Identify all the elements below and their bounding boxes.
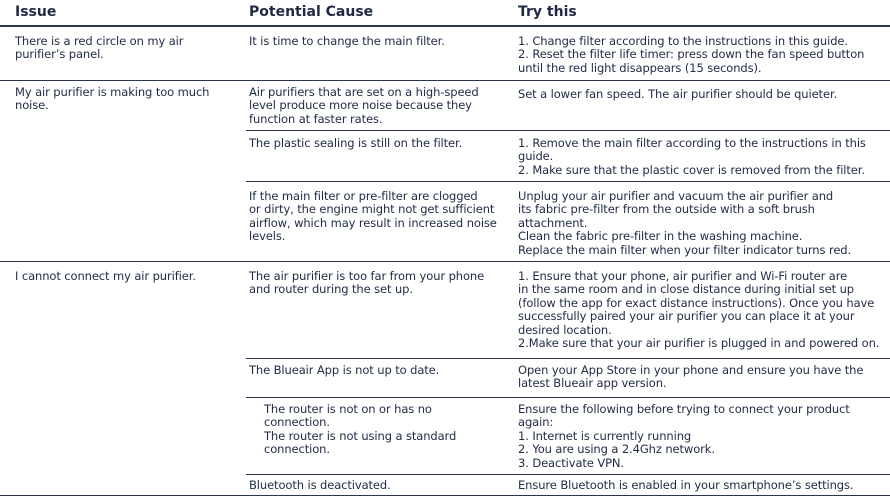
cause-text-line: Air purifiers that are set on a high-speed: [249, 85, 479, 99]
cause-text-line: connection.: [264, 442, 330, 457]
header-potential-cause: Potential Cause: [249, 4, 374, 20]
solution-text-line: attachment.: [518, 215, 588, 230]
issue-text-line: I cannot connect my air purifier.: [15, 269, 196, 283]
cause-cell: [249, 270, 514, 297]
solution-text-line: Open your App Store in your phone and ensure you have the: [518, 363, 864, 377]
header-issue: Issue: [15, 4, 57, 20]
solution-text-line: (follow the app for exact distance instructions). Once you have: [518, 295, 875, 310]
issue-cell: [15, 86, 240, 113]
issue-cell: [15, 270, 240, 283]
solution-text-line: Ensure the following before trying to connect your product: [518, 402, 850, 416]
cause-text-line: If the main filter or pre-filter are clogged: [249, 189, 478, 203]
issue-text-line: purifier’s panel.: [15, 47, 104, 62]
cause-text-line: airflow, which may result in increased noise: [249, 215, 497, 230]
table-bottom-rule: [0, 495, 890, 496]
solution-cell: [518, 35, 888, 75]
cause-cell: [249, 35, 514, 48]
cause-text-line: The Blueair App is not up to date.: [249, 363, 440, 377]
cause-cell: [249, 364, 514, 377]
cause-text-line: levels.: [249, 229, 286, 244]
solution-text-line: guide.: [518, 149, 554, 164]
solution-cell: [518, 137, 888, 177]
solution-text-line: until the red light disappears (15 seconds).: [518, 60, 762, 75]
solution-text-line: Set a lower fan speed. The air purifier should be quieter.: [518, 87, 838, 101]
solution-cell: [518, 479, 888, 492]
solution-text-line: latest Blueair app version.: [518, 376, 667, 391]
solution-text-line: successfully paired your air purifier you can place it at your: [518, 309, 855, 324]
solution-text-line: again:: [518, 415, 554, 430]
cause-text-line: function at faster rates.: [249, 111, 383, 126]
issue-text-line: My air purifier is making too much: [15, 85, 210, 99]
row-divider: [0, 261, 890, 262]
solution-text-line: 2. You are using a 2.4Ghz network.: [518, 442, 715, 457]
solution-text-line: 1. Change filter according to the instructions in this guide.: [518, 34, 848, 48]
cause-text-line: or dirty, the engine might not get sufficient: [249, 202, 495, 217]
cause-cell: [264, 403, 514, 457]
solution-text-line: in the same room and in close distance during initial set up: [518, 282, 854, 297]
cause-text-line: The router is not using a standard: [264, 428, 457, 443]
solution-text-line: 1. Ensure that your phone, air purifier and Wi-Fi router are: [518, 269, 848, 283]
solution-cell: [518, 88, 888, 101]
solution-text-line: desired location.: [518, 322, 612, 337]
solution-cell: [518, 403, 888, 470]
issue-text-line: noise.: [15, 98, 49, 113]
cause-text-line: The plastic sealing is still on the filter.: [249, 136, 463, 150]
solution-text-line: Replace the main filter when your filter indicator turns red.: [518, 242, 852, 257]
solution-text-line: its fabric pre-filter from the outside with a soft brush: [518, 202, 815, 217]
sub-row-divider: [246, 397, 890, 398]
solution-cell: [518, 190, 888, 257]
cause-text-line: and router during the set up.: [249, 282, 413, 297]
header-rule: [0, 25, 890, 27]
sub-row-divider: [246, 358, 890, 359]
solution-text-line: 2.Make sure that your air purifier is plugged in and powered on.: [518, 336, 880, 351]
issue-cell: [15, 35, 240, 62]
solution-text-line: 2. Reset the filter life timer: press down the fan speed button: [518, 47, 865, 62]
solution-text-line: Clean the fabric pre-filter in the washing machine.: [518, 229, 803, 244]
sub-row-divider: [246, 181, 890, 182]
cause-cell: [249, 137, 514, 150]
solution-text-line: 2. Make sure that the plastic cover is removed from the filter.: [518, 162, 865, 177]
cause-text-line: The router is not on or has no: [264, 402, 432, 416]
cause-text-line: It is time to change the main filter.: [249, 34, 445, 48]
solution-cell: [518, 364, 888, 391]
solution-text-line: 1. Remove the main filter according to the instructions in this: [518, 136, 866, 150]
solution-cell: [518, 270, 888, 350]
cause-text-line: The air purifier is too far from your phone: [249, 269, 485, 283]
cause-text-line: Bluetooth is deactivated.: [249, 478, 391, 492]
solution-text-line: 3. Deactivate VPN.: [518, 455, 624, 470]
header-try-this: Try this: [518, 4, 577, 20]
cause-cell: [249, 479, 514, 492]
solution-text-line: Unplug your air purifier and vacuum the air purifier and: [518, 189, 834, 203]
sub-row-divider: [246, 474, 890, 475]
sub-row-divider: [246, 130, 890, 131]
solution-text-line: 1. Internet is currently running: [518, 428, 692, 443]
cause-cell: [249, 190, 514, 244]
row-divider: [0, 80, 890, 81]
cause-cell: [249, 86, 514, 126]
issue-text-line: There is a red circle on my air: [15, 34, 184, 48]
solution-text-line: Ensure Bluetooth is enabled in your smartphone’s settings.: [518, 478, 854, 492]
cause-text-line: level produce more noise because they: [249, 98, 472, 113]
cause-text-line: connection.: [264, 415, 330, 430]
